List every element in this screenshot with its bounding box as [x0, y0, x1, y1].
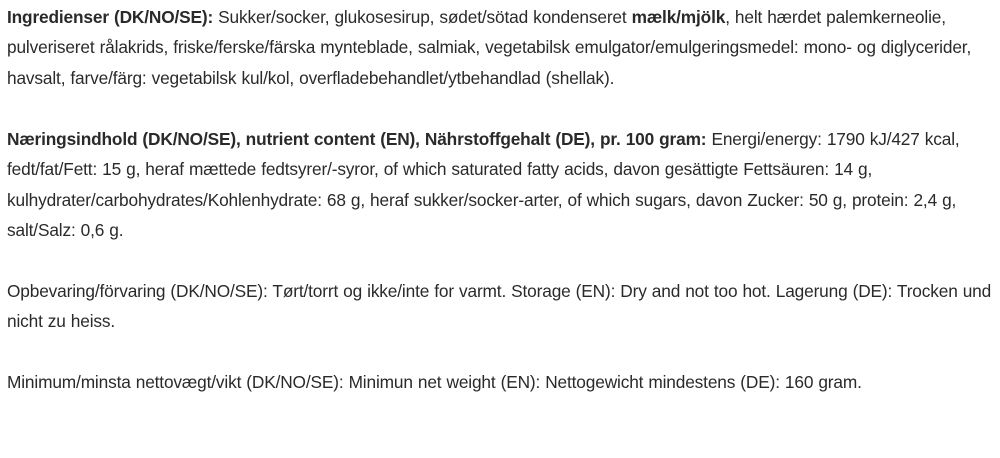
- net-weight-paragraph: [7, 367, 992, 397]
- nutrition-values: Energi/energy: 1790 kJ/427 kcal, fedt/fat/Fett: 15 g, heraf mættede fedtsyrer/-syror, of which saturated fatty acids, davon gesättigte Fettsäuren: 14 g, kulhydrater/carbohydrates/Kohlenhydrate: 68 g, heraf sukker/socker-arter, of which sugars, davon Zucker: 50 g, protein: 2,4 g, salt/Salz: 0,6 g.: [7, 128, 960, 241]
- nutrition-label: Næringsindhold (DK/NO/SE), nutrient content (EN), Nährstoffgehalt (DE), pr. 100 gram:: [7, 128, 707, 149]
- allergen-milk: mælk/mjölk: [631, 7, 726, 27]
- ingredients-text-part2: , helt hærdet palemkerneolie, pulveriseret rålakrids, friske/ferske/färska mynteblade, salmiak, vegetabilsk emulgator/emulgeringsmedel: mono- og diglycerider, havsalt, farve/färg: vegetabilsk kul/kol, overfladebehandlet/ytbehandlad (shellak).: [7, 7, 972, 88]
- net-weight-text: Minimum/minsta nettovægt/vikt (DK/NO/SE): Minimun net weight (EN): Nettogewicht mindestens (DE): 160 gram.: [7, 372, 862, 393]
- ingredients-text-part1: Sukker/socker, glukosesirup, sødet/sötad kondenseret: [213, 7, 632, 27]
- storage-paragraph: [7, 276, 992, 337]
- nutrition-paragraph: [7, 124, 992, 246]
- storage-text: Opbevaring/förvaring (DK/NO/SE): Tørt/torrt og ikke/inte for varmt. Storage (EN): Dry and not too hot. Lagerung (DE): Trocken und nicht zu heiss.: [7, 281, 992, 332]
- ingredients-label: Ingredienser (DK/NO/SE):: [7, 7, 214, 27]
- ingredients-paragraph: [7, 2, 992, 93]
